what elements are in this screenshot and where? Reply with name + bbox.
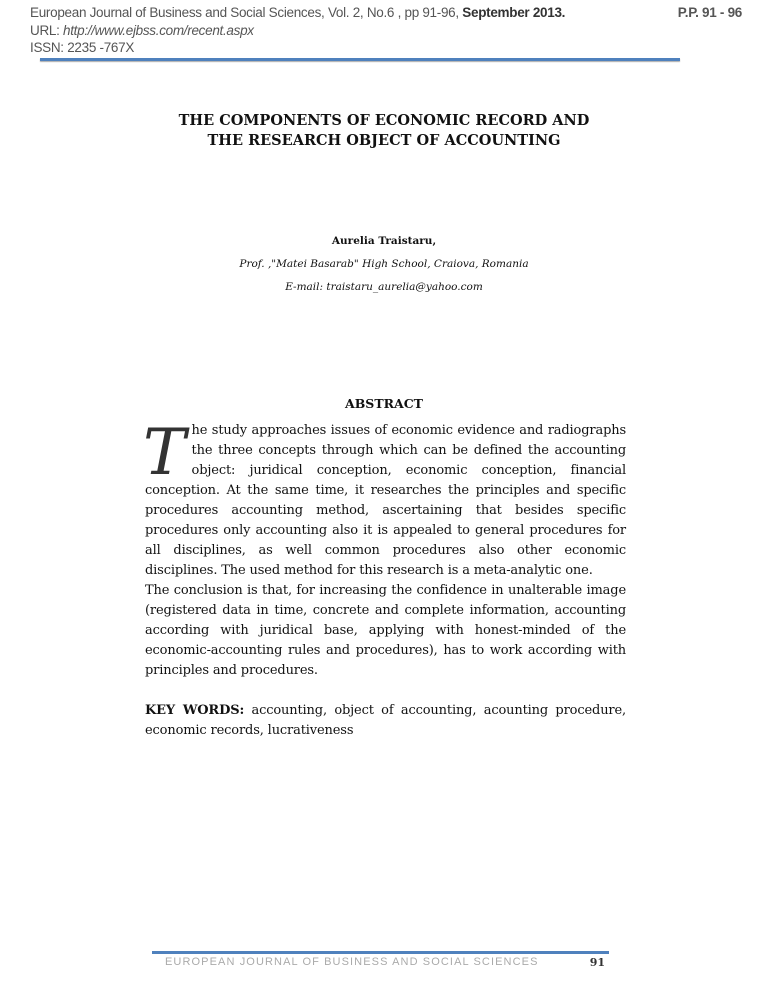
keywords-label: KEY WORDS: bbox=[145, 703, 245, 718]
keywords bbox=[145, 701, 626, 741]
journal-url[interactable]: http://www.ejbss.com/recent.aspx bbox=[63, 22, 254, 38]
url-label: URL: bbox=[30, 22, 64, 38]
main-text bbox=[143, 416, 627, 741]
header-rule bbox=[40, 58, 680, 61]
keywords-text: accounting, object of accounting, acounting procedure, economic records, lucrativeness bbox=[145, 703, 627, 738]
footer-journal: EUROPEAN JOURNAL OF BUSINESS AND SOCIAL SCIENCES bbox=[165, 956, 539, 968]
footer-rule bbox=[152, 951, 609, 954]
abstract-paragraph: he study approaches issues of economic evidence and radiographs the three concepts through which can be defined the accounting object: juridical conception, economic conception, financial conception. At the same time, it researches the principles and specific procedures accounting method, ascertaining that besides specific procedures only accounting also it is appealed to general procedures for all disciplines, as well common procedures also other economic disciplines. The used method for this research is a meta-analytic one. bbox=[145, 423, 626, 578]
abstract-heading: ABSTRACT bbox=[345, 396, 423, 411]
title-line: THE RESEARCH OBJECT OF ACCOUNTING bbox=[207, 132, 561, 149]
paper-title bbox=[0, 111, 768, 151]
footer bbox=[165, 956, 605, 969]
title-line: THE COMPONENTS OF ECONOMIC RECORD AND bbox=[178, 112, 590, 129]
drop-cap: T bbox=[143, 416, 186, 490]
issn: ISSN: 2235 -767X bbox=[30, 40, 135, 55]
journal-citation: European Journal of Business and Social Sciences, Vol. 2, No.6 , pp 91-96, bbox=[30, 5, 463, 20]
abstract-body bbox=[143, 416, 626, 681]
issue-date: September 2013. bbox=[462, 5, 566, 20]
author-name: Aurelia Traistaru, bbox=[331, 235, 437, 247]
page-number: 91 bbox=[589, 956, 605, 969]
abstract-paragraph: The conclusion is that, for increasing the confidence in unalterable image (registered data in time, concrete and complete information, accounting according with juridical base, applying with honest-minded of the economic-accounting rules and procedures), has to work according with principles and procedures. bbox=[145, 583, 626, 678]
author-affiliation: Prof. ,"Matei Basarab" High School, Craiova, Romania bbox=[239, 258, 529, 270]
page-range: P.P. 91 - 96 bbox=[677, 5, 742, 20]
author-email[interactable]: E-mail: traistaru_aurelia@yahoo.com bbox=[285, 281, 483, 293]
running-header bbox=[30, 4, 742, 57]
